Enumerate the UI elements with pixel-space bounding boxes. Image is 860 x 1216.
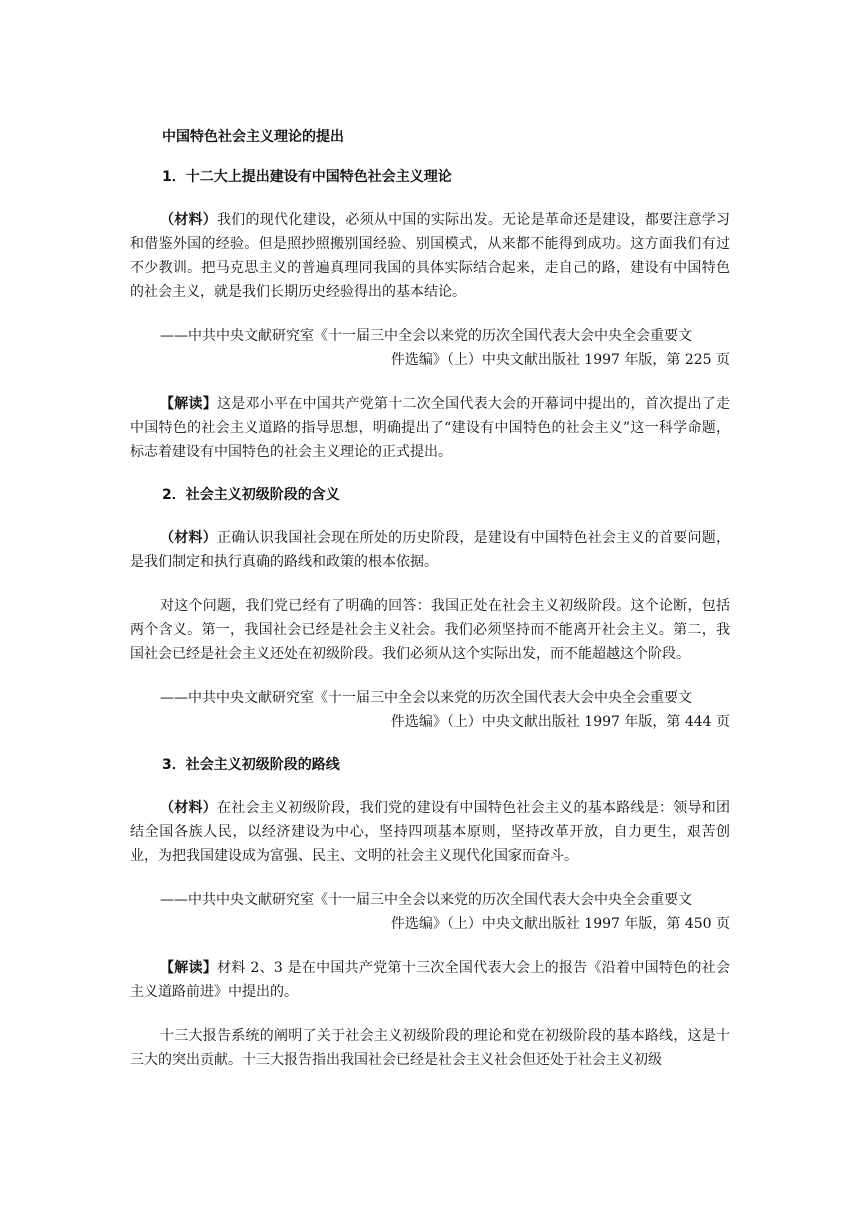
source-line: ——中共中央文献研究室《十一届三中全会以来党的历次全国代表大会中央全会重要文 bbox=[160, 690, 692, 706]
body-paragraph: 十三大报告系统的阐明了关于社会主义初级阶段的理论和党在初级阶段的基本路线，这是十三大的突出贡献。十三大报告指出我国社会已经是社会主义社会但还处于社会主义初级 bbox=[130, 1028, 730, 1068]
material-paragraph bbox=[130, 208, 730, 304]
section-heading: 2．社会主义初级阶段的含义 bbox=[162, 487, 340, 503]
interpretation-label: 【解读】 bbox=[160, 960, 218, 976]
material-label: （材料） bbox=[160, 212, 218, 228]
body-paragraph: 对这个问题，我们党已经有了明确的回答：我国正处在社会主义初级阶段。这个论断，包括两个含义。第一，我国社会已经是社会主义社会。我们必须坚持而不能离开社会主义。第二，我国社会已经是社会主义还处在初级阶段。我们必须从这个实际出发，而不能超越这个阶段。 bbox=[130, 598, 730, 662]
interpretation-paragraph bbox=[130, 392, 730, 464]
material-paragraph bbox=[130, 796, 730, 868]
section-heading: 3．社会主义初级阶段的路线 bbox=[162, 757, 340, 773]
section-heading: 1．十二大上提出建设有中国特色社会主义理论 bbox=[162, 169, 452, 185]
material-text: 在社会主义初级阶段，我们党的建设有中国特色社会主义的基本路线是：领导和团结全国各族人民，以经济建设为中心，坚持四项基本原则，坚持改革开放，自力更生，艰苦创业，为把我国建设成为富强、民主、文明的社会主义现代化国家而奋斗。 bbox=[130, 800, 731, 864]
source-citation bbox=[160, 888, 730, 936]
material-paragraph bbox=[130, 526, 730, 574]
source-line: ——中共中央文献研究室《十一届三中全会以来党的历次全国代表大会中央全会重要文 bbox=[160, 892, 692, 908]
source-citation bbox=[160, 686, 730, 734]
material-text: 正确认识我国社会现在所处的历史阶段，是建设有中国特色社会主义的首要问题，是我们制定和执行真确的路线和政策的根本依据。 bbox=[130, 530, 731, 570]
material-label: （材料） bbox=[160, 530, 218, 546]
source-line: 件选编》（上）中央文献出版社 1997 年版，第 450 页 bbox=[390, 916, 730, 932]
material-label: （材料） bbox=[160, 800, 218, 816]
material-text: 我们的现代化建设，必须从中国的实际出发。无论是革命还是建设，都要注意学习和借鉴外国的经验。但是照抄照搬别国经验、别国模式，从来都不能得到成功。这方面我们有过不少教训。把马克思主义的普遍真理同我国的具体实际结合起来，走自己的路，建设有中国特色的社会主义，就是我们长期历史经验得出的基本结论。 bbox=[130, 212, 731, 300]
document-title: 中国特色社会主义理论的提出 bbox=[162, 129, 344, 145]
interpretation-text: 这是邓小平在中国共产党第十二次全国代表大会的开幕词中提出的，首次提出了走中国特色的社会主义道路的指导思想，明确提出了“建设有中国特色的社会主义”这一科学命题，标志着建设有中国特色的社会主义理论的正式提出。 bbox=[130, 396, 731, 460]
source-line: ——中共中央文献研究室《十一届三中全会以来党的历次全国代表大会中央全会重要文 bbox=[160, 328, 692, 344]
interpretation-paragraph bbox=[130, 956, 730, 1004]
interpretation-label: 【解读】 bbox=[160, 396, 218, 412]
source-line: 件选编》（上）中央文献出版社 1997 年版，第 444 页 bbox=[390, 714, 730, 730]
source-citation bbox=[160, 324, 730, 372]
document-page bbox=[130, 126, 730, 1092]
source-line: 件选编》（上）中央文献出版社 1997 年版，第 225 页 bbox=[390, 352, 730, 368]
interpretation-text: 材料 2、3 是在中国共产党第十三次全国代表大会上的报告《沿着中国特色的社会主义道路前进》中提出的。 bbox=[130, 960, 731, 1000]
